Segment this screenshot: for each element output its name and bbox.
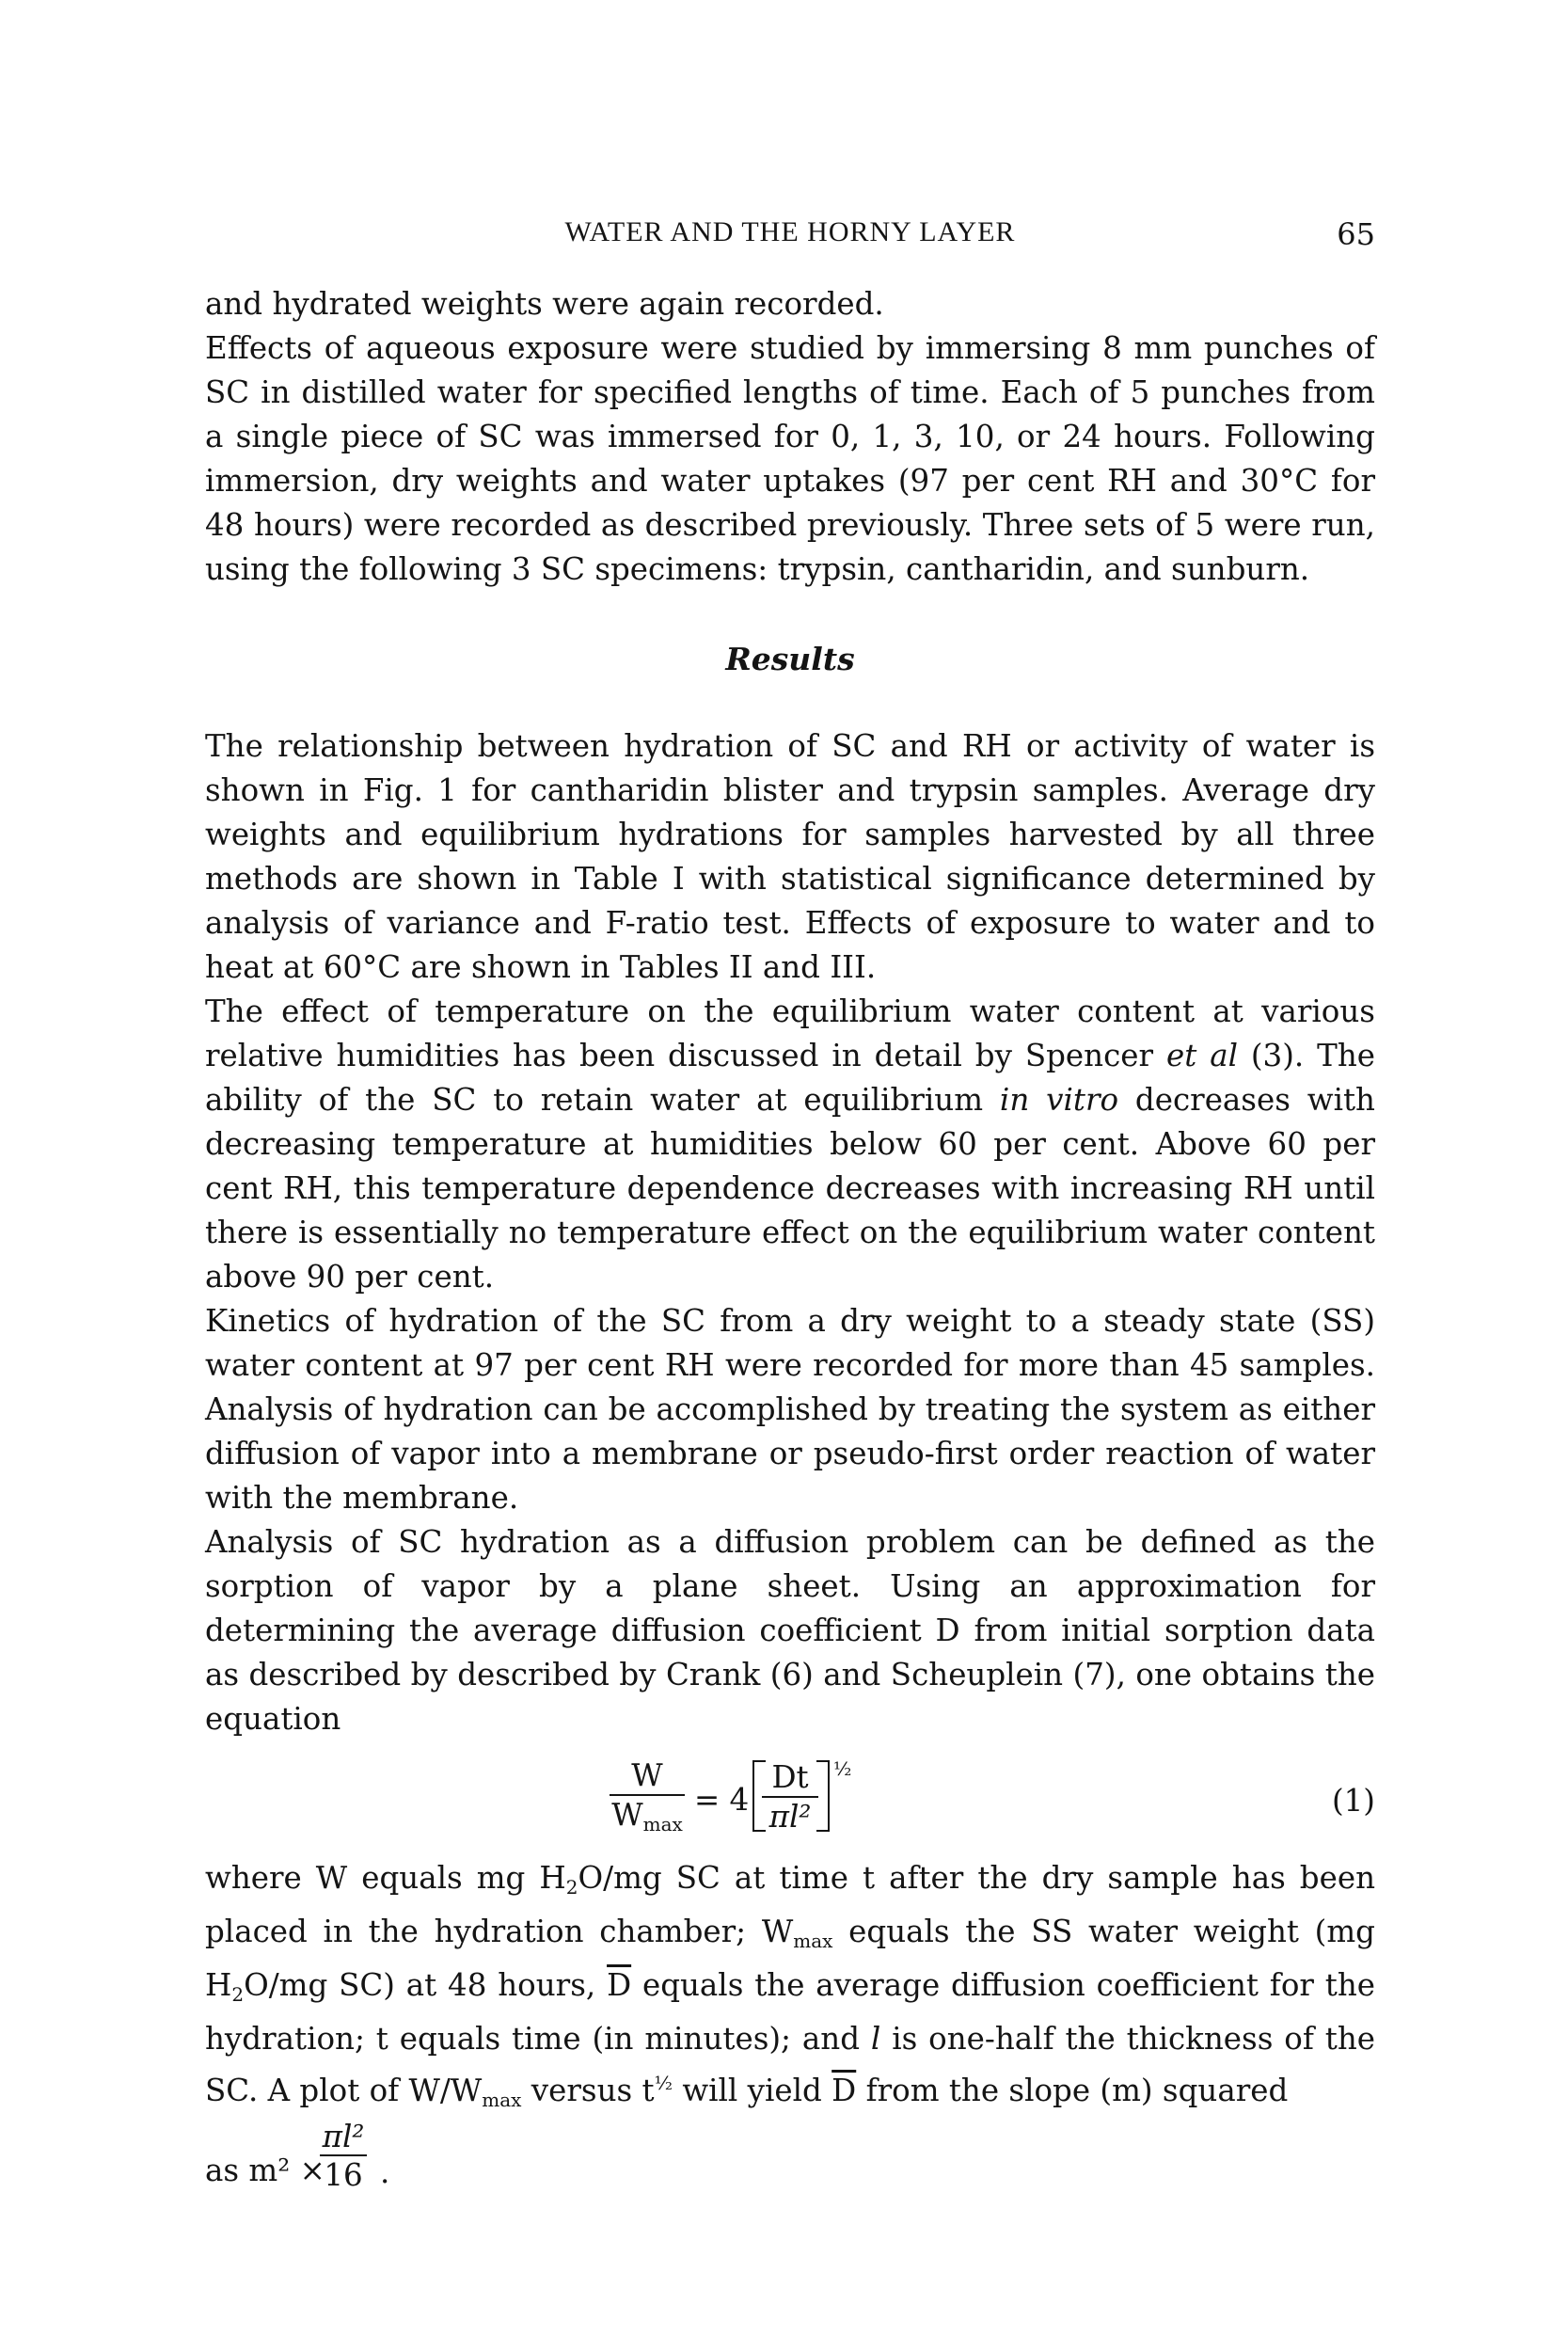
paragraph-aqueous-exposure: Effects of aqueous exposure were studied by immersing 8 mm punches of SC in distilled water for specified lengths of time. Each of 5 punches from a single piece of SC was immersed for 0, 1, 3, 10, or 24 hours. Following immersion, dry weights and water uptakes (97 per cent RH and 30°C for 48 hours) were recorded as described previously. Three sets of 5 were run, using the following 3 SC specimens: trypsin, cantharidin, and sunburn.: [205, 330, 1375, 587]
italic-in-vitro: in vitro: [999, 1082, 1119, 1118]
running-header: [205, 216, 1375, 263]
final-expression-denominator: 16: [324, 2157, 363, 2193]
final-expression: [205, 2119, 1375, 2198]
section-heading-results: Results: [725, 641, 855, 677]
paragraph-diffusion: Analysis of SC hydration as a diffusion problem can be defined as the sorption of vapor by a plane sheet. Using an approximation for determining the average diffusion coefficient D from initial sorption data as described by described by Crank (6) and Scheuplein (7), one obtains the equation: [205, 1524, 1375, 1737]
text-span: equals the average diffusion coefficient for the hydration; t equals time (in minutes); and: [205, 1967, 1375, 2057]
paragraph-where: [205, 1856, 1375, 2122]
equation-lhs-fraction: [610, 1756, 685, 1843]
equation-lhs-denominator: [610, 1796, 685, 1843]
text-span: equals the SS water weight (mg H: [205, 1914, 1375, 2003]
final-expression-numerator: πl²: [320, 2119, 367, 2156]
final-expression-period: .: [380, 2154, 390, 2190]
paragraph-temperature: [205, 990, 1375, 1299]
subscript: max: [482, 2089, 522, 2111]
text-span: (3). The ability of the SC to retain water at equilibrium: [205, 1038, 1375, 1118]
paragraph-continued: and hydrated weights were again recorded.: [205, 286, 884, 322]
final-expression-prefix: as m² ×: [205, 2153, 325, 2188]
equation-rhs-numerator: Dt: [762, 1758, 818, 1798]
equation-equals: = 4: [694, 1782, 750, 1818]
equation-label: (1): [1331, 1783, 1375, 1819]
equation-1: [205, 1745, 1375, 1856]
paragraph-relationship: The relationship between hydration of SC and RH or activity of water is shown in Fig. 1 for cantharidin blister and trypsin samples. Average dry weights and equilibrium hydrations for samples harvested by all three methods are shown in Table I with statistical significance determined by analysis of variance and F-ratio test. Effects of exposure to water and to heat at 60°C are shown in Tables II and III.: [205, 728, 1375, 985]
running-title: WATER AND THE HORNY LAYER: [564, 216, 1016, 247]
text-span: versus t: [521, 2073, 655, 2108]
equation-exponent: ½: [833, 1757, 852, 1780]
text-span: O/mg SC) at 48 hours,: [244, 1967, 608, 2003]
equation-rhs-denominator: πl²: [768, 1799, 812, 1835]
body-text: [205, 282, 1375, 2198]
italic-l: l: [870, 2021, 881, 2057]
d-bar-symbol: $\overline{D}$: [607, 1967, 632, 2003]
subscript: 2: [231, 1983, 245, 2006]
superscript: ½: [654, 2072, 673, 2094]
text-span: decreases with decreasing temperature at humidities below 60 per cent. Above 60 per cent RH, this temperature dependence decreases with increasing RH until there is essentially no temperature effect on the equilibrium water content above 90 per cent.: [205, 1082, 1375, 1295]
text-span: O/mg SC at time t after the dry sample has been placed in the hydration chamber; W: [205, 1860, 1375, 1949]
text-span: W: [611, 1797, 643, 1833]
text-span: The effect of temperature on the equilibrium water content at various relative humidities has been discussed in detail by Spencer: [205, 993, 1375, 1073]
page-number: 65: [1337, 216, 1375, 252]
subscript: max: [793, 1930, 833, 1952]
text-span: from the slope (m) squared: [856, 2073, 1289, 2108]
subscript: 2: [565, 1876, 578, 1899]
paragraph-kinetics: Kinetics of hydration of the SC from a dry weight to a steady state (SS) water content at 97 per cent RH were recorded for more than 45 samples. Analysis of hydration can be accomplished by treating the system as either diffusion of vapor into a membrane or pseudo-first order reaction of water with the membrane.: [205, 1303, 1375, 1516]
italic-et-al: et al: [1165, 1038, 1238, 1073]
text-span: is one-half the thickness of the SC. A plot of W/W: [205, 2021, 1375, 2108]
text-span: will yield: [672, 2073, 832, 2108]
equation-rhs-fraction: [762, 1758, 818, 1835]
final-expression-fraction: [320, 2119, 367, 2194]
subscript: max: [642, 1813, 683, 1835]
d-bar-symbol: $\overline{D}$: [832, 2073, 857, 2108]
equation-lhs-numerator: W: [610, 1756, 685, 1796]
text-span: where W equals mg H: [205, 1860, 566, 1896]
